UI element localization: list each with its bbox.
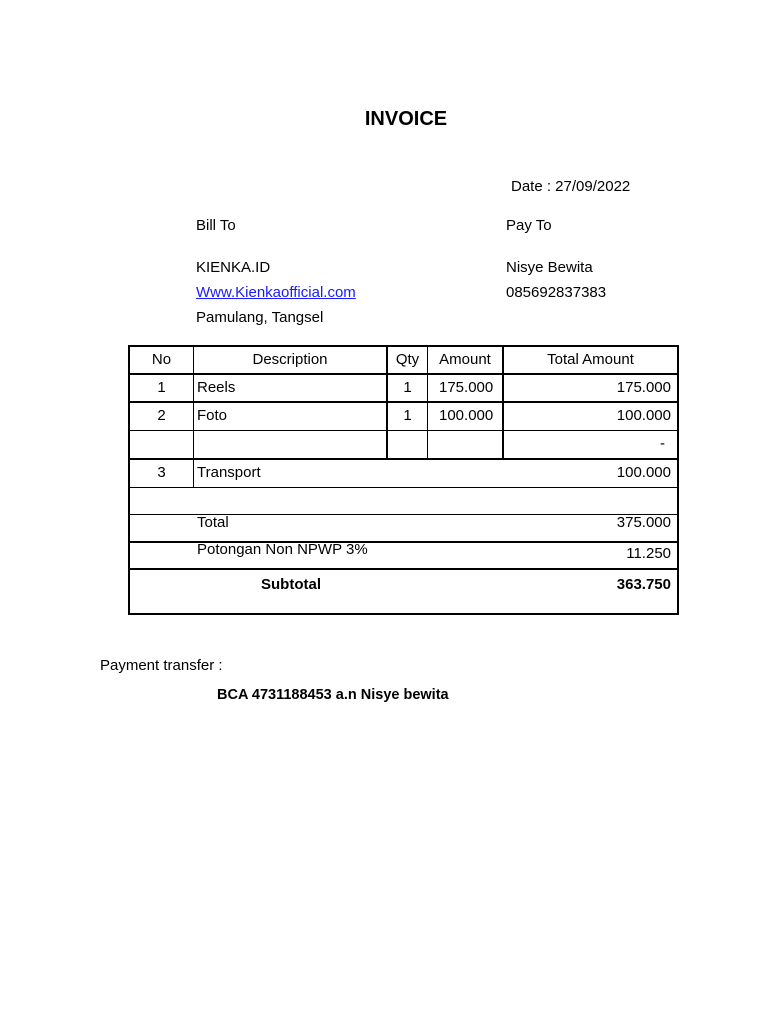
pay-to-name: Nisye Bewita	[506, 259, 593, 276]
row-description: Foto	[197, 407, 228, 424]
row-total: 175.000	[616, 379, 671, 396]
column-header-amount: Amount	[439, 351, 491, 368]
invoice-title: INVOICE	[364, 108, 448, 130]
pay-to-phone: 085692837383	[506, 284, 607, 301]
table-rule	[130, 373, 677, 375]
table-rule	[130, 487, 677, 488]
row-description: Reels	[197, 379, 236, 396]
total-label: Total	[197, 514, 229, 531]
row-qty: 1	[403, 407, 412, 424]
deduction-label: Potongan Non NPWP 3%	[197, 541, 368, 558]
payment-details: BCA 4731188453 a.n Nisye bewita	[217, 687, 449, 703]
bill-to-website-link[interactable]: Www.Kienkaofficial.com	[196, 284, 356, 301]
payment-label: Payment transfer :	[100, 657, 223, 674]
total-value: 375.000	[616, 514, 671, 531]
table-rule	[130, 568, 677, 570]
row-amount: 175.000	[439, 379, 494, 396]
row-no: 1	[157, 379, 166, 396]
row-total: 100.000	[616, 407, 671, 424]
invoice-table	[128, 345, 679, 615]
row-no: 2	[157, 407, 166, 424]
row-description: Transport	[197, 464, 261, 481]
bill-to-address: Pamulang, Tangsel	[196, 309, 324, 326]
row-qty: 1	[403, 379, 412, 396]
row-total: -	[660, 435, 665, 452]
table-rule	[130, 401, 677, 403]
subtotal-value: 363.750	[616, 576, 671, 593]
row-total: 100.000	[616, 464, 671, 481]
column-header-qty: Qty	[395, 351, 420, 368]
subtotal-label: Subtotal	[261, 576, 321, 593]
column-header-description: Description	[252, 351, 328, 368]
bill-to-name: KIENKA.ID	[196, 259, 271, 276]
table-rule	[130, 458, 677, 460]
row-no: 3	[157, 464, 166, 481]
deduction-value: 11.250	[626, 545, 671, 562]
column-header-no: No	[151, 351, 172, 368]
column-header-total-amount: Total Amount	[547, 351, 634, 368]
pay-to-label: Pay To	[506, 217, 552, 234]
bill-to-label: Bill To	[196, 217, 236, 234]
table-rule	[130, 430, 677, 431]
invoice-date: Date : 27/09/2022	[511, 178, 631, 195]
row-amount: 100.000	[439, 407, 494, 424]
